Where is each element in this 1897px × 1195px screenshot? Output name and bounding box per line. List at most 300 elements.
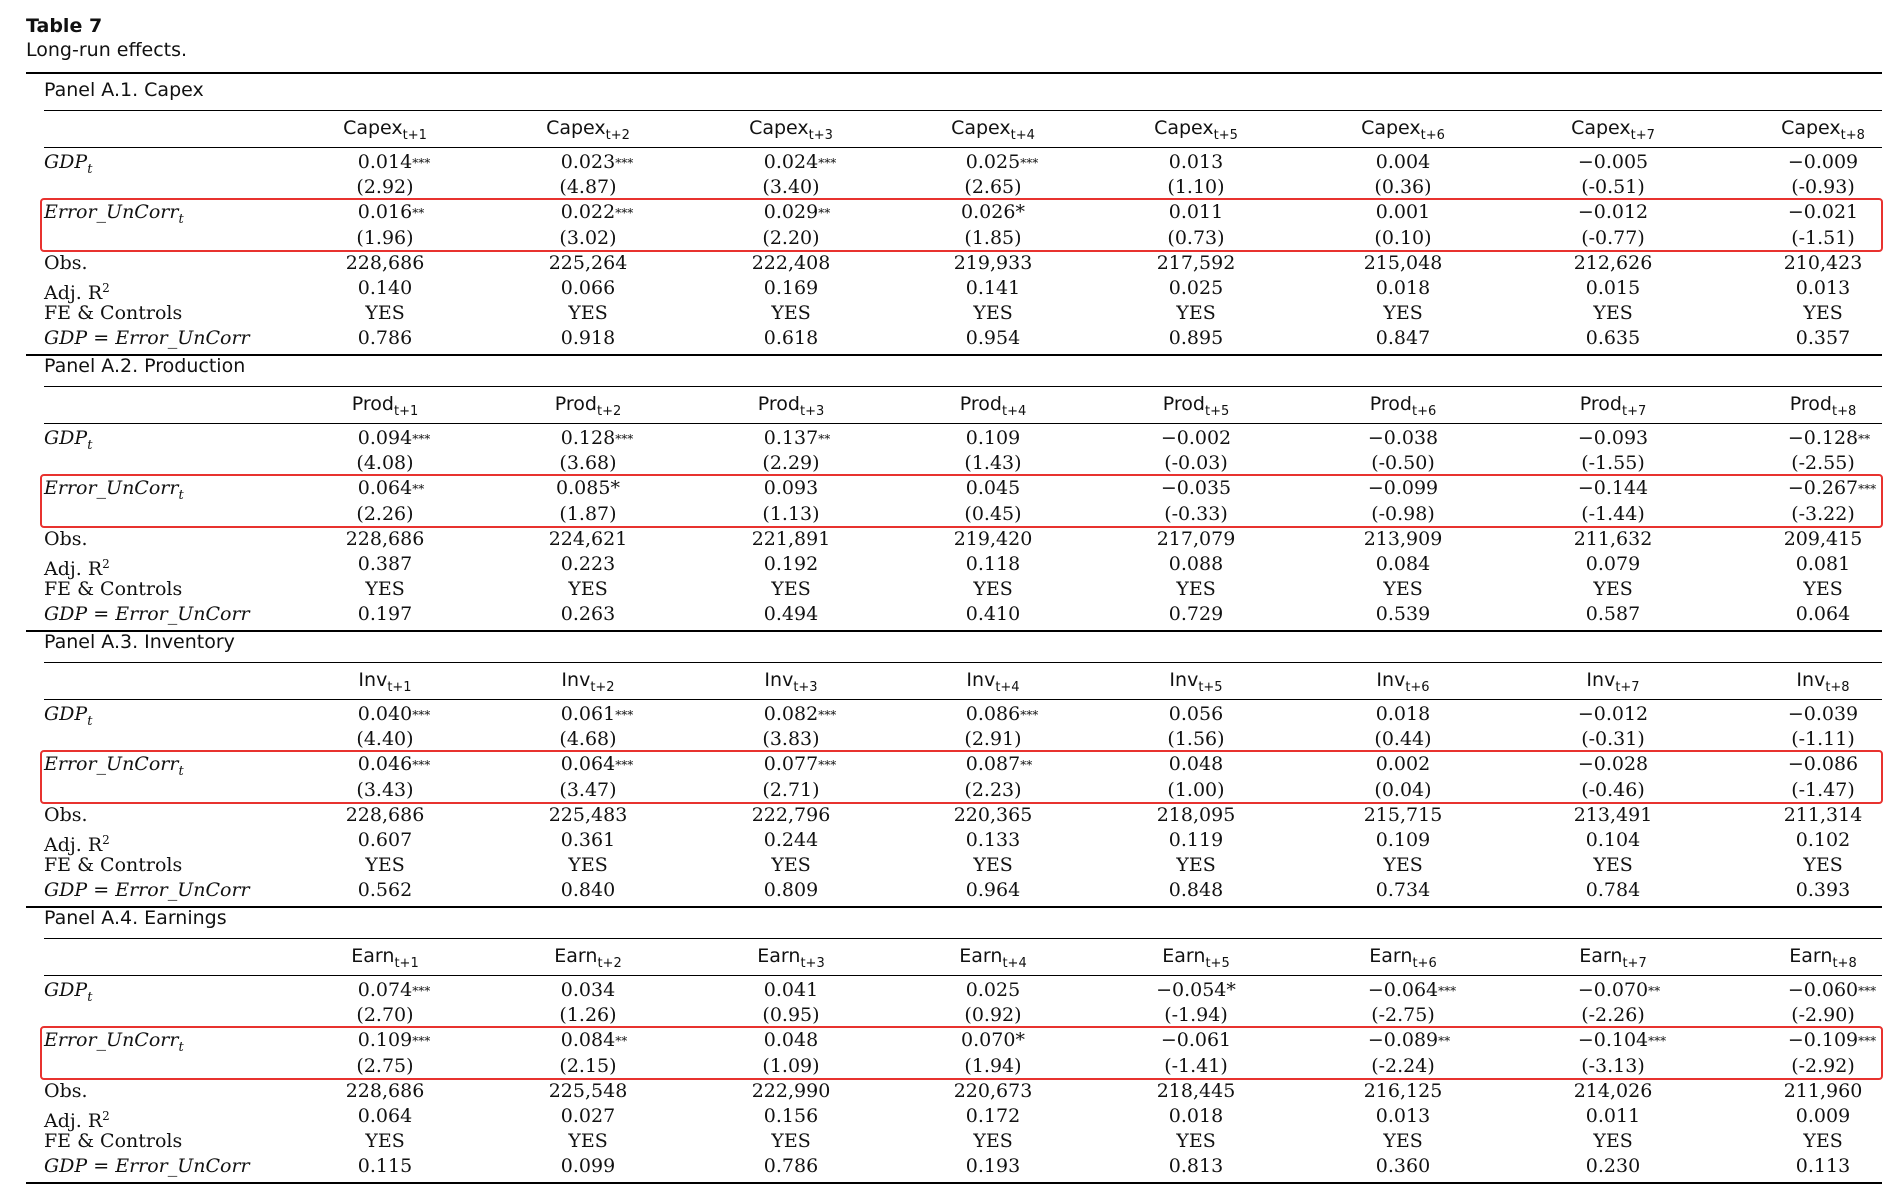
table-cell: (3.47) [559,779,617,801]
table-cell: YES [973,302,1013,324]
table-cell: (-1.55) [1581,452,1645,474]
table-cell: 228,686 [345,804,425,826]
column-header: Inv$_{t+3}$ [764,669,818,695]
table-cell: (1.13) [762,503,820,525]
table-cell: 213,909 [1363,528,1443,550]
table-cell: 222,796 [751,804,831,826]
table-cell: −0.002 [1160,427,1232,449]
table-cell: (2.71) [762,779,820,801]
table-cell: 0.040 *** [357,703,431,725]
table-cell: YES [771,578,811,600]
table-cell: 0.172 [965,1105,1021,1127]
table-cell: 0.082 *** [763,703,837,725]
table-cell: (-0.77) [1581,227,1645,249]
significance-stars: *** [412,156,431,170]
significance-stars: *** [1438,984,1457,998]
table-cell: −0.109 *** [1787,1029,1877,1051]
table-cell: 0.964 [965,879,1021,901]
table-cell: 0.018 [1375,703,1431,725]
column-header: Earn$_{t+2}$ [554,945,622,971]
table-cell: 0.061 *** [560,703,634,725]
table-cell: (-2.92) [1791,1055,1855,1077]
table-cell: 0.013 [1168,151,1224,173]
panel-header-rule [44,938,1882,939]
table-cell: (-2.75) [1371,1004,1435,1026]
table-cell: 225,548 [548,1080,628,1102]
table-cell: (0.73) [1167,227,1225,249]
table-cell: (-2.90) [1791,1004,1855,1026]
table-cell: 0.070* [961,1029,1025,1051]
column-header: Capex$_{t+6}$ [1361,117,1445,143]
table-cell: YES [1803,578,1843,600]
table-cell: −0.099 [1367,477,1439,499]
table-cell: (-3.13) [1581,1055,1645,1077]
table-cell: (-1.94) [1164,1004,1228,1026]
table-cell: (-0.93) [1791,176,1855,198]
significance-stars: *** [615,708,634,722]
table-cell: 0.048 [763,1029,819,1051]
table-cell: 0.018 [1168,1105,1224,1127]
table-cell: (2.29) [762,452,820,474]
panel-bottom-rule [26,1182,1882,1184]
column-header: Prod$_{t+4}$ [959,393,1027,419]
table-cell: 210,423 [1783,252,1863,274]
table-cell: YES [1383,302,1423,324]
table-cell: 209,415 [1783,528,1863,550]
table-cell: 217,079 [1156,528,1236,550]
significance-stars: ** [1648,984,1661,998]
significance-stars: *** [1858,482,1877,496]
significance-stars: ** [615,1034,628,1048]
row-error-uncorr-label: Error_UnCorr$_t$ [44,477,184,503]
table-cell: −0.021 [1787,201,1859,223]
column-header: Earn$_{t+1}$ [351,945,419,971]
table-cell: 221,891 [751,528,831,550]
table-cell: 0.192 [763,553,819,575]
table-cell: (3.43) [356,779,414,801]
table-cell: (0.92) [964,1004,1022,1026]
table-cell: (-0.33) [1164,503,1228,525]
table-cell: (-0.31) [1581,728,1645,750]
table-cell: 0.197 [357,603,413,625]
significance-stars: *** [615,156,634,170]
significance-stars: ** [1438,1034,1451,1048]
table-cell: 0.029 ** [763,201,831,223]
row-error-uncorr-label: Error_UnCorr$_t$ [44,201,184,227]
table-cell: 0.066 [560,277,616,299]
table-cell: (0.04) [1374,779,1432,801]
table-cell: −0.070 ** [1577,979,1661,1001]
table-cell: YES [1176,1130,1216,1152]
significance-stars: *** [412,432,431,446]
table-cell: 0.562 [357,879,413,901]
table-cell: 228,686 [345,528,425,550]
table-cell: 214,026 [1573,1080,1653,1102]
table-description: Long-run effects. [26,39,188,61]
table-cell: 0.084 [1375,553,1431,575]
table-cell: 0.113 [1795,1155,1851,1177]
table-cell: −0.005 [1577,151,1649,173]
table-cell: (2.91) [964,728,1022,750]
column-header: Capex$_{t+2}$ [546,117,630,143]
table-cell: (-0.51) [1581,176,1645,198]
table-cell: 0.244 [763,829,819,851]
significance-stars: ** [1858,432,1871,446]
row-fe-controls-label: FE & Controls [44,854,183,876]
table-cell: −0.089 ** [1367,1029,1451,1051]
table-cell: YES [568,854,608,876]
table-cell: 225,483 [548,804,628,826]
table-cell: (1.10) [1167,176,1225,198]
table-cell: 0.115 [357,1155,413,1177]
column-header: Capex$_{t+7}$ [1571,117,1655,143]
table-cell: 0.026* [961,201,1025,223]
table-cell: 0.140 [357,277,413,299]
column-header: Inv$_{t+2}$ [561,669,615,695]
table-cell: 0.023 *** [560,151,634,173]
table-cell: 0.813 [1168,1155,1224,1177]
significance-stars: *** [412,984,431,998]
row-error-uncorr-label: Error_UnCorr$_t$ [44,1029,184,1055]
column-header-rule [44,423,1882,424]
row-fe-controls-label: FE & Controls [44,302,183,324]
table-cell: YES [1176,854,1216,876]
panel-title: Panel A.1. Capex [44,79,204,101]
table-cell: 0.016 ** [357,201,425,223]
table-cell: 218,095 [1156,804,1236,826]
table-cell: 0.360 [1375,1155,1431,1177]
table-cell: 0.074 *** [357,979,431,1001]
table-cell: 0.022 *** [560,201,634,223]
table-cell: YES [1383,854,1423,876]
table-cell: 216,125 [1363,1080,1443,1102]
error-uncorr-highlight [40,474,1883,528]
column-header: Prod$_{t+8}$ [1789,393,1857,419]
table-cell: (1.26) [559,1004,617,1026]
table-cell: YES [771,1130,811,1152]
column-header: Inv$_{t+8}$ [1796,669,1850,695]
table-cell: 0.193 [965,1155,1021,1177]
table-cell: 0.084 ** [560,1029,628,1051]
table-cell: (-2.24) [1371,1055,1435,1077]
table-cell: 0.734 [1375,879,1431,901]
column-header: Earn$_{t+6}$ [1369,945,1437,971]
table-cell: 0.141 [965,277,1021,299]
row-gdp-label: $GDP_t$ [44,979,93,1005]
table-cell: YES [1593,854,1633,876]
table-cell: 0.056 [1168,703,1224,725]
table-cell: 211,632 [1573,528,1653,550]
table-cell: 0.002 [1375,753,1431,775]
column-header: Capex$_{t+1}$ [343,117,427,143]
table-cell: YES [973,854,1013,876]
table-cell: 0.011 [1585,1105,1641,1127]
column-header: Prod$_{t+5}$ [1162,393,1230,419]
table-cell: 225,264 [548,252,628,274]
table-cell: −0.054* [1156,979,1236,1001]
table-cell: (1.94) [964,1055,1022,1077]
table-cell: 228,686 [345,1080,425,1102]
significance-stars: *** [412,1034,431,1048]
table-cell: 0.088 [1168,553,1224,575]
column-header: Earn$_{t+4}$ [959,945,1027,971]
table-cell: YES [365,302,405,324]
table-cell: 0.387 [357,553,413,575]
table-cell: 0.013 [1795,277,1851,299]
table-cell: YES [1176,578,1216,600]
table-cell: −0.128 ** [1787,427,1871,449]
table-cell: 215,715 [1363,804,1443,826]
table-cell: YES [1383,1130,1423,1152]
table-cell: (-0.03) [1164,452,1228,474]
column-header: Inv$_{t+6}$ [1376,669,1430,695]
table-cell: 0.094 *** [357,427,431,449]
table-cell: 0.263 [560,603,616,625]
column-header: Prod$_{t+3}$ [757,393,825,419]
table-cell: 0.018 [1375,277,1431,299]
table-cell: 0.041 [763,979,819,1001]
column-header: Earn$_{t+5}$ [1162,945,1230,971]
table-cell: 0.064 ** [357,477,425,499]
significance-stars: *** [1020,708,1039,722]
column-header-rule [44,699,1882,700]
table-cell: 0.081 [1795,553,1851,575]
table-cell: 0.064 [357,1105,413,1127]
table-cell: 0.809 [763,879,819,901]
table-cell: 224,621 [548,528,628,550]
table-cell: −0.064 *** [1367,979,1457,1001]
table-cell: YES [568,578,608,600]
table-cell: (0.95) [762,1004,820,1026]
column-header: Prod$_{t+1}$ [351,393,419,419]
table-cell: (3.83) [762,728,820,750]
table-cell: YES [973,1130,1013,1152]
table-cell: (1.85) [964,227,1022,249]
table-cell: 0.001 [1375,201,1431,223]
table-cell: YES [771,854,811,876]
table-cell: 0.109 [1375,829,1431,851]
table-cell: 0.361 [560,829,616,851]
table-cell: 0.086 *** [965,703,1039,725]
table-cell: −0.009 [1787,151,1859,173]
row-gdp-label: $GDP_t$ [44,427,93,453]
table-cell: (3.68) [559,452,617,474]
table-cell: 219,933 [953,252,1033,274]
table-cell: (-3.22) [1791,503,1855,525]
table-cell: YES [1803,302,1843,324]
significance-stars: *** [1858,984,1877,998]
column-header: Earn$_{t+7}$ [1579,945,1647,971]
column-header: Inv$_{t+5}$ [1169,669,1223,695]
panel-header-rule [44,386,1882,387]
panel-bottom-rule [26,906,1882,908]
table-cell: 0.079 [1585,553,1641,575]
table-cell: YES [365,1130,405,1152]
table-cell: 0.109 *** [357,1029,431,1051]
table-cell: (-0.98) [1371,503,1435,525]
table-cell: 0.118 [965,553,1021,575]
table-cell: (0.45) [964,503,1022,525]
table-cell: 220,673 [953,1080,1033,1102]
table-cell: 0.169 [763,277,819,299]
table-cell: 0.393 [1795,879,1851,901]
panel-bottom-rule [26,354,1882,356]
row-gdp-eq-error-label: GDP = Error_UnCorr [44,1155,250,1177]
table-cell: 0.729 [1168,603,1224,625]
table-cell: 0.786 [357,327,413,349]
significance-stars: ** [412,482,425,496]
table-cell: 0.618 [763,327,819,349]
table-cell: −0.061 [1160,1029,1232,1051]
row-fe-controls-label: FE & Controls [44,578,183,600]
table-cell: 0.539 [1375,603,1431,625]
table-cell: 219,420 [953,528,1033,550]
table-cell: −0.035 [1160,477,1232,499]
panel-title: Panel A.4. Earnings [44,907,227,929]
table-cell: (2.75) [356,1055,414,1077]
table-cell: 218,445 [1156,1080,1236,1102]
table-cell: 0.024 *** [763,151,837,173]
table-cell: (-2.55) [1791,452,1855,474]
significance-stars: ** [818,432,831,446]
significance-stars: *** [818,156,837,170]
table-cell: (3.02) [559,227,617,249]
table-cell: 0.133 [965,829,1021,851]
panel-title: Panel A.3. Inventory [44,631,235,653]
table-cell: (1.09) [762,1055,820,1077]
table-cell: YES [1383,578,1423,600]
table-cell: −0.144 [1577,477,1649,499]
table-cell: 0.587 [1585,603,1641,625]
significance-stars: *** [615,206,634,220]
table-cell: 0.093 [763,477,819,499]
table-cell: 0.156 [763,1105,819,1127]
table-cell: 0.085* [556,477,620,499]
table-cell: YES [1803,854,1843,876]
table-cell: YES [365,578,405,600]
row-gdp-eq-error-label: GDP = Error_UnCorr [44,879,250,901]
table-number: Table 7 [26,15,103,37]
table-cell: 0.048 [1168,753,1224,775]
table-cell: −0.060 *** [1787,979,1877,1001]
column-header-rule [44,147,1882,148]
table-cell: (1.00) [1167,779,1225,801]
table-cell: 0.064 *** [560,753,634,775]
table-cell: 0.784 [1585,879,1641,901]
table-cell: 0.104 [1585,829,1641,851]
table-cell: 222,990 [751,1080,831,1102]
table-cell: 0.087 ** [965,753,1033,775]
table-cell: 0.027 [560,1105,616,1127]
table-cell: 0.013 [1375,1105,1431,1127]
table-cell: (1.96) [356,227,414,249]
significance-stars: ** [412,206,425,220]
significance-stars: *** [1858,1034,1877,1048]
table-cell: −0.038 [1367,427,1439,449]
row-fe-controls-label: FE & Controls [44,1130,183,1152]
column-header: Capex$_{t+5}$ [1154,117,1238,143]
table-cell: 0.011 [1168,201,1224,223]
table-cell: 0.223 [560,553,616,575]
table-cell: 0.025 [965,979,1021,1001]
table-cell: (0.36) [1374,176,1432,198]
table-cell: (2.15) [559,1055,617,1077]
table-cell: 0.840 [560,879,616,901]
table-cell: 0.410 [965,603,1021,625]
table-cell: 0.102 [1795,829,1851,851]
table-cell: (0.44) [1374,728,1432,750]
table-cell: (-1.44) [1581,503,1645,525]
row-gdp-eq-error-label: GDP = Error_UnCorr [44,327,250,349]
row-adj-r2-label: Adj. $R^2$ [44,833,110,856]
panel-bottom-rule [26,630,1882,632]
row-gdp-label: $GDP_t$ [44,703,93,729]
table-cell: −0.039 [1787,703,1859,725]
table-cell: YES [1593,578,1633,600]
table-cell: 0.607 [357,829,413,851]
significance-stars: *** [1648,1034,1667,1048]
table-cell: (-1.41) [1164,1055,1228,1077]
significance-stars: *** [1020,156,1039,170]
table-cell: −0.028 [1577,753,1649,775]
table-top-rule [26,72,1882,74]
significance-stars: *** [412,708,431,722]
column-header: Earn$_{t+8}$ [1789,945,1857,971]
table-cell: 0.015 [1585,277,1641,299]
table-cell: 0.494 [763,603,819,625]
table-cell: −0.012 [1577,201,1649,223]
table-caption [26,14,187,62]
column-header: Prod$_{t+2}$ [554,393,622,419]
table-cell: 0.137 ** [763,427,831,449]
table-cell: 0.034 [560,979,616,1001]
table-cell: YES [568,302,608,324]
table-cell: (-0.50) [1371,452,1435,474]
column-header: Prod$_{t+7}$ [1579,393,1647,419]
error-uncorr-highlight [40,1026,1883,1080]
table-cell: (-1.47) [1791,779,1855,801]
table-cell: 220,365 [953,804,1033,826]
table-cell: 0.014 *** [357,151,431,173]
table-cell: YES [1803,1130,1843,1152]
significance-stars: *** [818,758,837,772]
table-cell: (2.26) [356,503,414,525]
table-cell: 0.918 [560,327,616,349]
table-cell: 0.895 [1168,327,1224,349]
column-header: Inv$_{t+7}$ [1586,669,1640,695]
table-cell: 0.119 [1168,829,1224,851]
table-cell: (0.10) [1374,227,1432,249]
error-uncorr-highlight [40,750,1883,804]
table-cell: (-0.46) [1581,779,1645,801]
table-cell: 211,314 [1783,804,1863,826]
table-cell: (1.56) [1167,728,1225,750]
table-cell: (4.87) [559,176,617,198]
table-cell: (4.08) [356,452,414,474]
row-gdp-eq-error-label: GDP = Error_UnCorr [44,603,250,625]
panel-header-rule [44,662,1882,663]
table-cell: 0.025 [1168,277,1224,299]
table-cell: 0.009 [1795,1105,1851,1127]
table-cell: 0.077 *** [763,753,837,775]
table-cell: 0.025 *** [965,151,1039,173]
significance-stars: ** [1020,758,1033,772]
table-cell: 213,491 [1573,804,1653,826]
row-obs-label: Obs. [44,528,88,550]
table-cell: 0.064 [1795,603,1851,625]
significance-stars: *** [412,758,431,772]
table-cell: 0.004 [1375,151,1431,173]
